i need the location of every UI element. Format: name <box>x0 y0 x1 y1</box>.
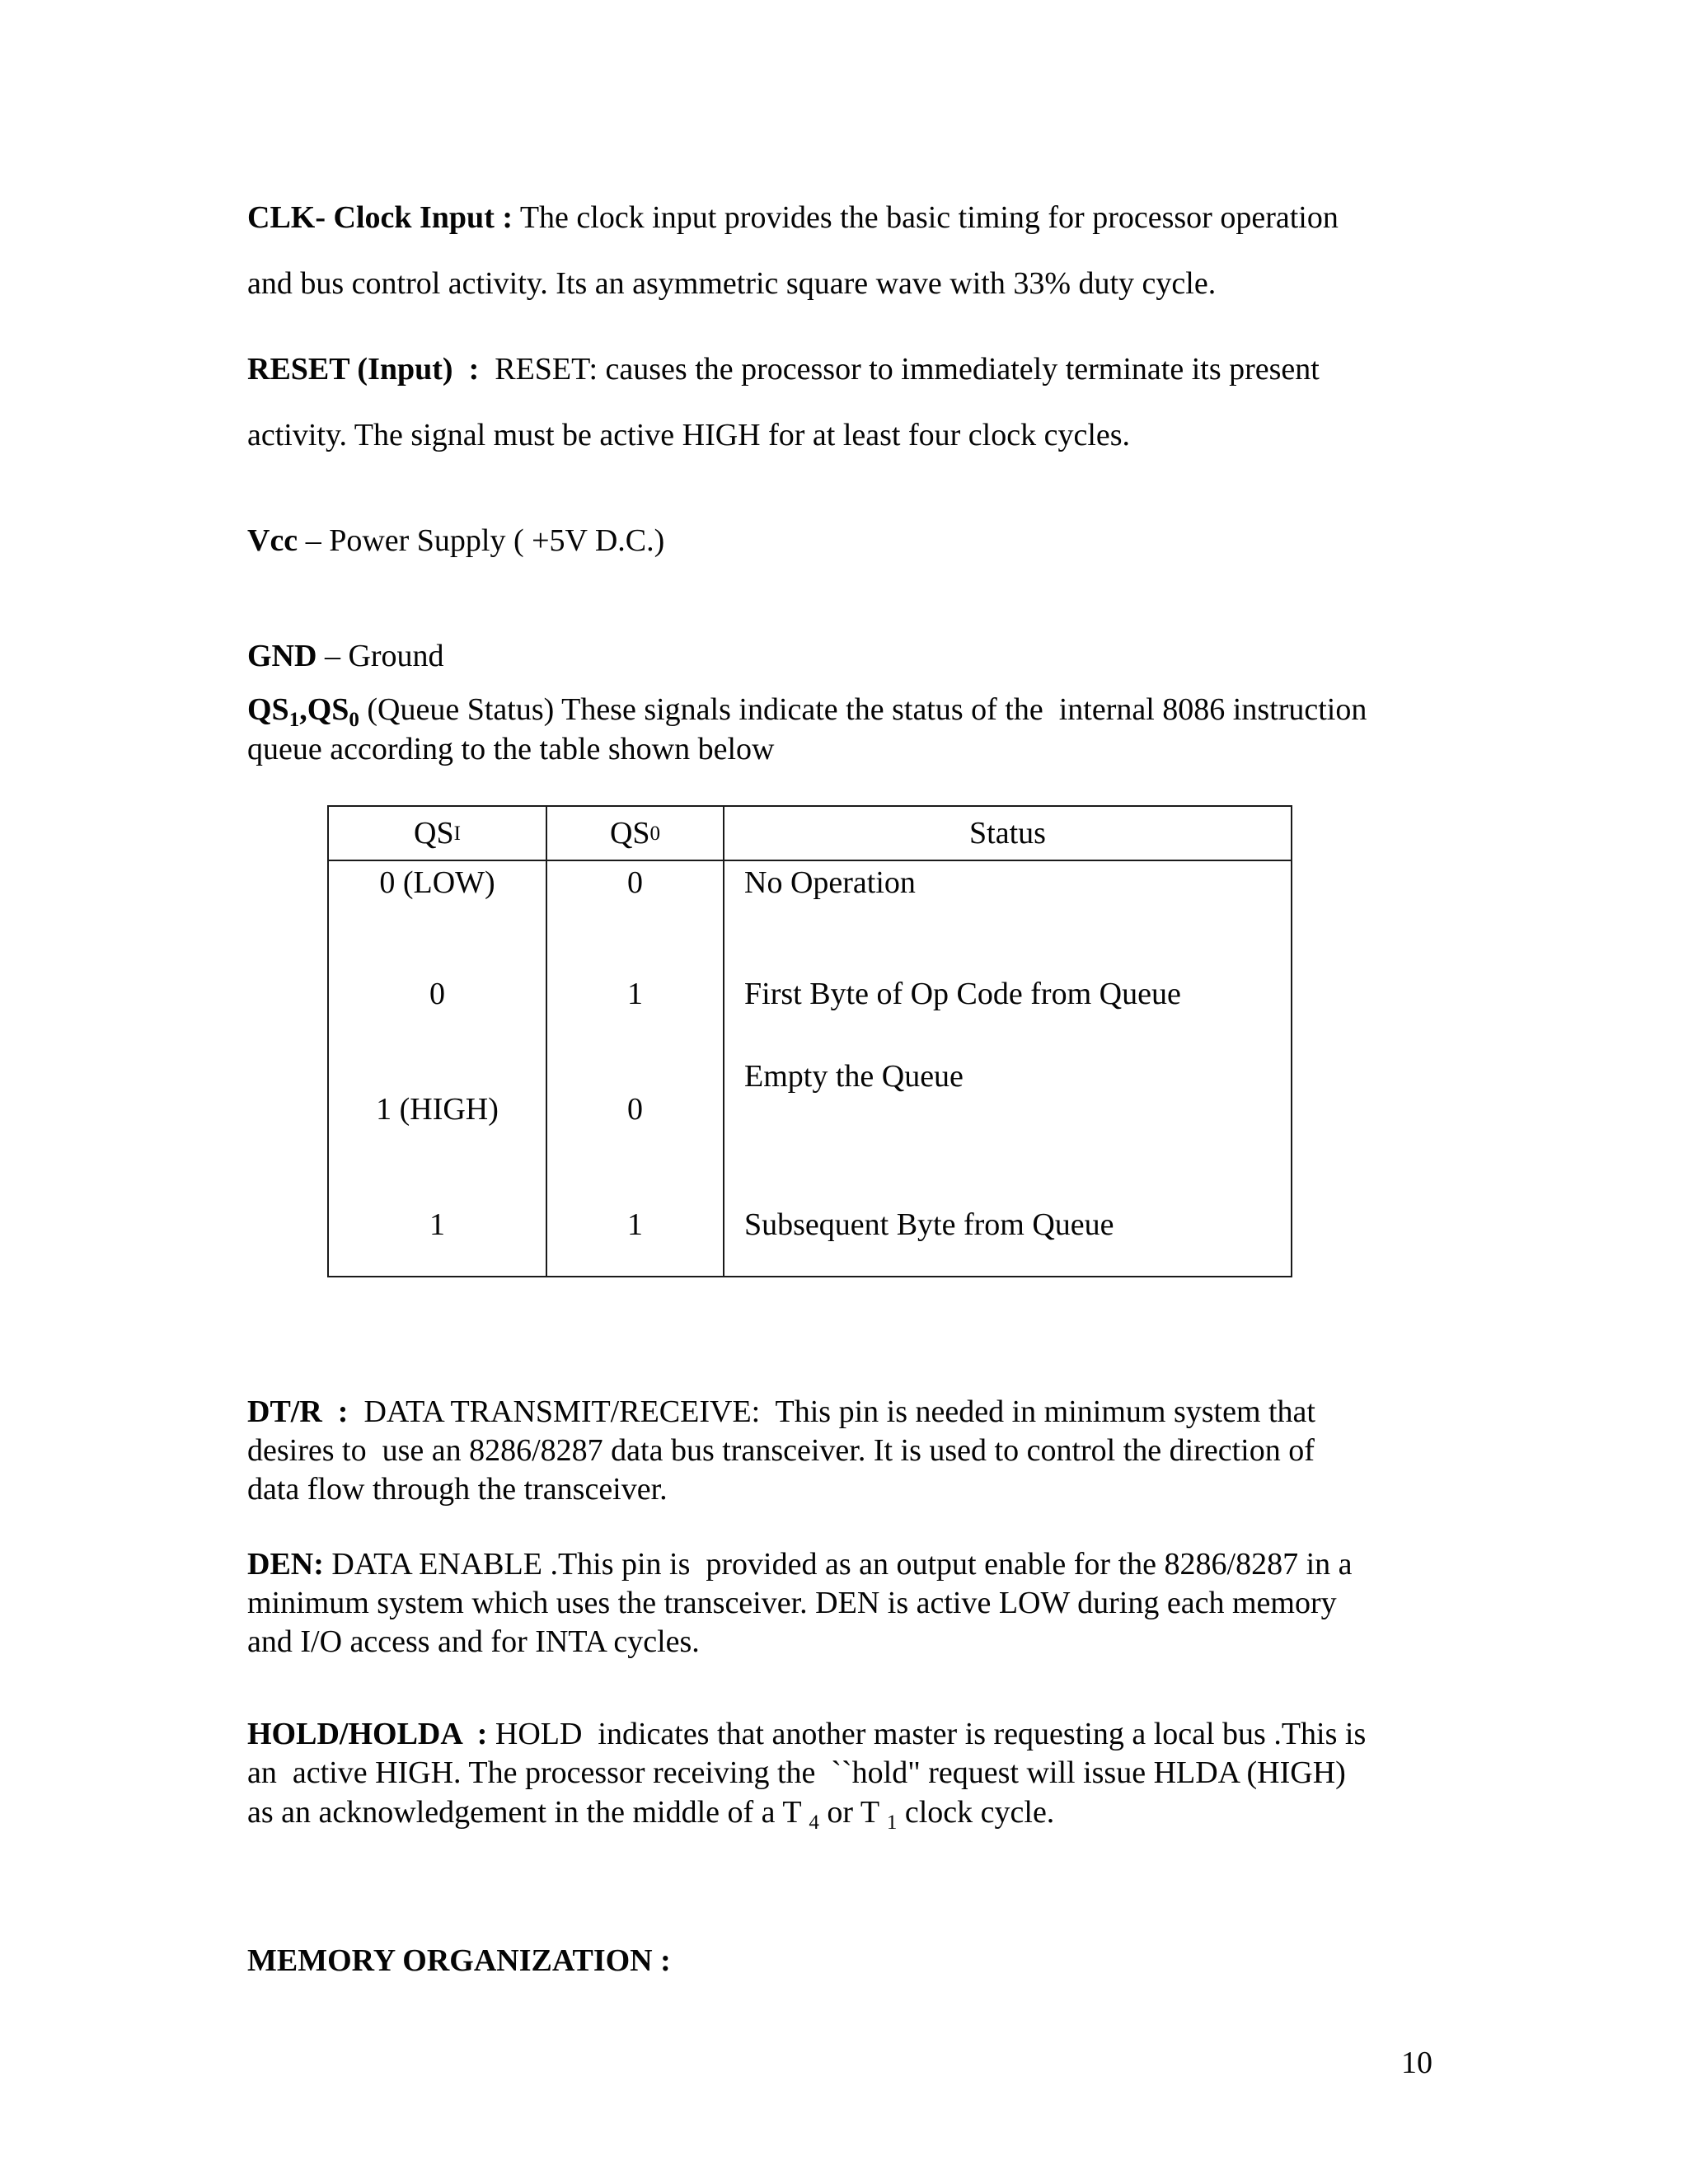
table-cell: 1 (HIGH) <box>376 1092 499 1127</box>
table-cell: Subsequent Byte from Queue <box>744 1207 1114 1242</box>
den-lead: DEN: <box>247 1547 324 1582</box>
reset-paragraph-line2: activity. The signal must be active HIGH for at least four clock cycles. <box>247 418 1131 452</box>
table-cell: 1 <box>627 977 643 1011</box>
gnd-lead: GND <box>247 639 317 673</box>
table-header-status: Status <box>969 816 1046 851</box>
table-body-row <box>329 861 1291 1276</box>
qs0-subscript: 0 <box>349 709 359 731</box>
vcc-lead: Vcc <box>247 523 298 558</box>
qs1-subscript: 1 <box>288 709 300 731</box>
table-col-qs0 <box>547 861 724 1276</box>
table-header-row <box>329 807 1291 861</box>
table-header-qs1: QS I <box>329 807 547 860</box>
clk-paragraph-line1: CLK- Clock Input : The clock input provides the basic timing for processor operation <box>247 200 1339 235</box>
t1-subscript: 1 <box>886 1811 898 1834</box>
memory-organization-heading: MEMORY ORGANIZATION : <box>247 1943 671 1978</box>
clk-paragraph-line2: and bus control activity. Its an asymmetric square wave with 33% duty cycle. <box>247 266 1217 301</box>
dtr-paragraph-line3: data flow through the transceiver. <box>247 1472 668 1507</box>
t4-subscript: 4 <box>809 1811 819 1834</box>
den-paragraph-line2: minimum system which uses the transceiver. DEN is active LOW during each memory <box>247 1586 1337 1620</box>
table-cell: Empty the Queue <box>744 1059 964 1094</box>
clk-lead: CLK- Clock Input : <box>247 200 513 235</box>
den-paragraph-line1: DEN: DATA ENABLE .This pin is provided as an output enable for the 8286/8287 in a <box>247 1547 1353 1582</box>
hold-paragraph-line3: as an acknowledgement in the middle of a T $_4$ or T $_1$ clock cycle. <box>247 1795 1055 1834</box>
page-number: 10 <box>1401 2046 1432 2080</box>
dtr-lead: DT/R : <box>247 1394 349 1429</box>
reset-paragraph-line1: RESET (Input) : RESET: causes the processor to immediately terminate its present <box>247 352 1320 387</box>
qs-paragraph-line2: queue according to the table shown below <box>247 732 775 766</box>
header-qs0-subscript: 0 <box>649 822 661 845</box>
table-cell: 0 <box>429 977 445 1011</box>
table-cell: No Operation <box>744 865 916 900</box>
hold-lead: HOLD/HOLDA : <box>247 1717 488 1751</box>
table-col-status <box>724 861 1291 1276</box>
queue-status-table <box>327 805 1292 1277</box>
header-qs1-subscript: I <box>453 822 461 845</box>
table-col-qs1 <box>329 861 547 1276</box>
table-cell: First Byte of Op Code from Queue <box>744 977 1181 1011</box>
reset-lead: RESET (Input) : <box>247 352 480 387</box>
dtr-paragraph-line1: DT/R : DATA TRANSMIT/RECEIVE: This pin is needed in minimum system that <box>247 1394 1315 1429</box>
table-header-qs0: QS 0 <box>547 807 724 860</box>
vcc-line: Vcc – Power Supply ( +5V D.C.) <box>247 523 665 558</box>
hold-paragraph-line1: HOLD/HOLDA : HOLD indicates that another master is requesting a local bus .This is <box>247 1717 1367 1751</box>
table-cell: 0 <box>627 1092 643 1127</box>
hold-paragraph-line2: an active HIGH. The processor receiving the ``hold" request will issue HLDA (HIGH) <box>247 1755 1346 1790</box>
table-cell: 1 <box>429 1207 445 1242</box>
den-paragraph-line3: and I/O access and for INTA cycles. <box>247 1624 700 1659</box>
table-cell: 1 <box>627 1207 643 1242</box>
table-cell: 0 <box>627 865 643 900</box>
gnd-line: GND – Ground <box>247 639 444 673</box>
dtr-paragraph-line2: desires to use an 8286/8287 data bus transceiver. It is used to control the direction of <box>247 1433 1315 1468</box>
qs-paragraph-line1: $QS_1,QS_0$ (Queue Status) These signals indicate the status of the internal 8086 instruction <box>247 692 1367 731</box>
table-cell: 0 (LOW) <box>379 865 495 900</box>
